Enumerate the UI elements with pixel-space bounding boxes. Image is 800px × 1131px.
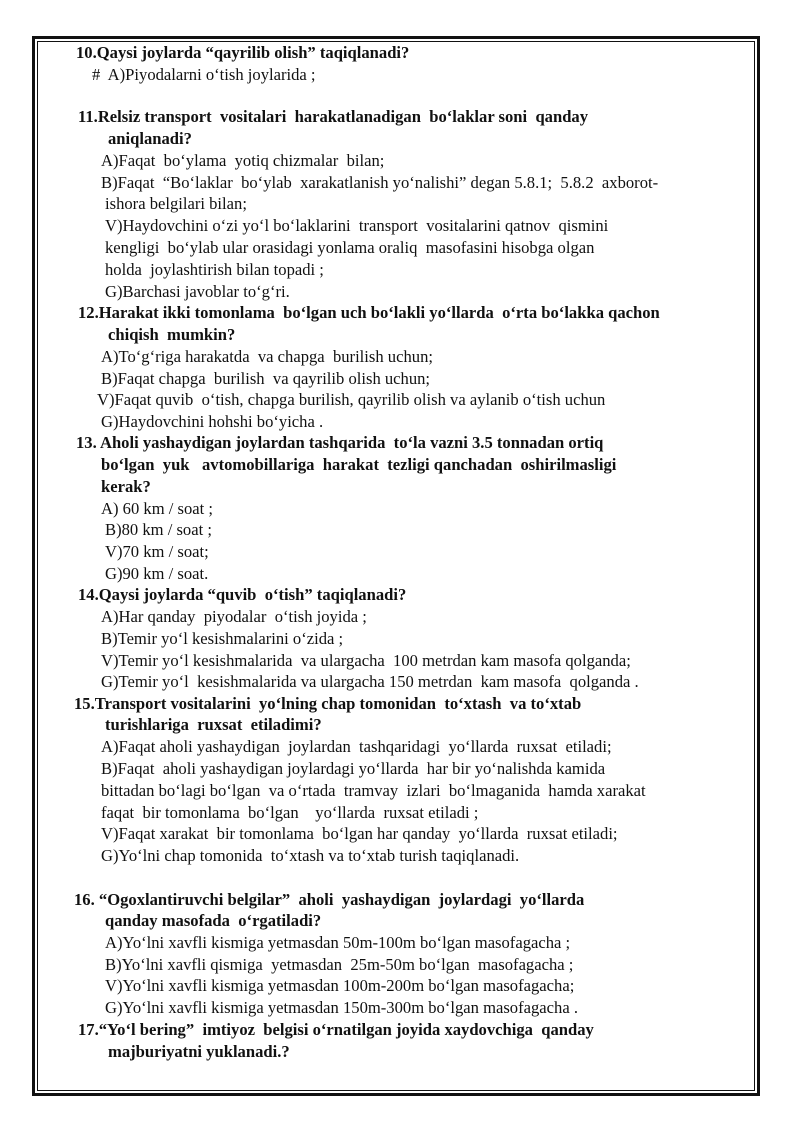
answer-option: A)Yo‘lni xavfli kismiga yetmasdan 50m-100m bo‘lgan masofagacha ;	[105, 933, 571, 952]
answer-option: B)Faqat aholi yashaydigan joylardagi yo‘llarda har bir yo‘nalishda kamida	[101, 759, 606, 778]
answer-option: G)Barchasi javoblar to‘g‘ri.	[105, 282, 290, 301]
answer-option: A) 60 km / soat ;	[101, 499, 213, 518]
question-11: 11.Relsiz transport vositalari harakatlanadigan bo‘laklar soni qanday	[78, 107, 589, 126]
question-13-cont: kerak?	[101, 477, 151, 496]
answer-option: G)Haydovchini hohshi bo‘yicha .	[101, 412, 324, 431]
answer-option-cont: faqat bir tomonlama bo‘lgan yo‘llarda ruxsat etiladi ;	[101, 803, 479, 822]
question-12: 12.Harakat ikki tomonlama bo‘lgan uch bo‘lakli yo‘llarda o‘rta bo‘lakka qachon	[78, 303, 660, 322]
answer-option-cont: bittadan bo‘lagi bo‘lgan va o‘rtada tramvay izlari bo‘lmaganida hamda xarakat	[101, 781, 646, 800]
answer-option: B)Faqat chapga burilish va qayrilib olish uchun;	[101, 369, 431, 388]
answer-option: V)Temir yo‘l kesishmalarida va ulargacha 100 metrdan kam masofa qolganda;	[101, 651, 631, 670]
question-13: 13. Aholi yashaydigan joylardan tashqarida to‘la vazni 3.5 tonnadan ortiq	[76, 433, 604, 452]
question-17-cont: majburiyatni yuklanadi.?	[108, 1042, 290, 1061]
answer-option: A)Har qanday piyodalar o‘tish joyida ;	[101, 607, 367, 626]
answer-option: B)80 km / soat ;	[105, 520, 212, 539]
answer-option-cont: ishora belgilari bilan;	[105, 194, 247, 213]
answer-option: G)Temir yo‘l kesishmalarida va ulargacha 150 metrdan kam masofa qolganda .	[101, 672, 639, 691]
answer-option-cont: kengligi bo‘ylab ular orasidagi yonlama oraliq masofasini hisobga olgan	[105, 238, 595, 257]
answer-option: G)Yo‘lni chap tomonida to‘xtash va to‘xtab turish taqiqlanadi.	[101, 846, 520, 865]
question-17: 17.“Yo‘l bering” imtiyoz belgisi o‘rnatilgan joyida xaydovchiga qanday	[78, 1020, 594, 1039]
answer-option: # A)Piyodalarni o‘tish joylarida ;	[92, 65, 316, 84]
question-16: 16. “Ogoxlantiruvchi belgilar” aholi yashaydigan joylardagi yo‘llarda	[74, 890, 585, 909]
question-13-cont: bo‘lgan yuk avtomobillariga harakat tezligi qanchadan oshirilmasligi	[101, 455, 617, 474]
question-10: 10.Qaysi joylarda “qayrilib olish” taqiqlanadi?	[76, 43, 410, 62]
question-15-cont: turishlariga ruxsat etiladimi?	[105, 715, 322, 734]
answer-option: V)Faqat quvib o‘tish, chapga burilish, qayrilib olish va aylanib o‘tish uchun	[97, 390, 606, 409]
answer-option: V)Haydovchini o‘zi yo‘l bo‘laklarini transport vositalarini qatnov qismini	[105, 216, 609, 235]
answer-option: B)Faqat “Bo‘laklar bo‘ylab xarakatlanish yo‘nalishi” degan 5.8.1; 5.8.2 axborot-	[101, 173, 659, 192]
question-14: 14.Qaysi joylarda “quvib o‘tish” taqiqlanadi?	[78, 585, 407, 604]
answer-option: G)Yo‘lni xavfli kismiga yetmasdan 150m-300m bo‘lgan masofagacha .	[105, 998, 578, 1017]
question-16-cont: qanday masofada o‘rgatiladi?	[105, 911, 322, 930]
answer-option: V)Faqat xarakat bir tomonlama bo‘lgan har qanday yo‘llarda ruxsat etiladi;	[101, 824, 618, 843]
question-12-cont: chiqish mumkin?	[108, 325, 236, 344]
answer-option: G)90 km / soat.	[105, 564, 209, 583]
answer-option: A)Faqat aholi yashaydigan joylardan tashqaridagi yo‘llarda ruxsat etiladi;	[101, 737, 612, 756]
answer-option: B)Temir yo‘l kesishmalarini o‘zida ;	[101, 629, 344, 648]
question-11-cont: aniqlanadi?	[108, 129, 192, 148]
answer-option: B)Yo‘lni xavfli qismiga yetmasdan 25m-50m bo‘lgan masofagacha ;	[105, 955, 574, 974]
answer-option: V)Yo‘lni xavfli kismiga yetmasdan 100m-200m bo‘lgan masofagacha;	[105, 976, 575, 995]
question-15: 15.Transport vositalarini yo‘lning chap tomonidan to‘xtash va to‘xtab	[74, 694, 582, 713]
answer-option-cont: holda joylashtirish bilan topadi ;	[105, 260, 324, 279]
answer-option: A)Faqat bo‘ylama yotiq chizmalar bilan;	[101, 151, 385, 170]
answer-option: V)70 km / soat;	[105, 542, 209, 561]
answer-option: A)To‘g‘riga harakatda va chapga burilish uchun;	[101, 347, 433, 366]
